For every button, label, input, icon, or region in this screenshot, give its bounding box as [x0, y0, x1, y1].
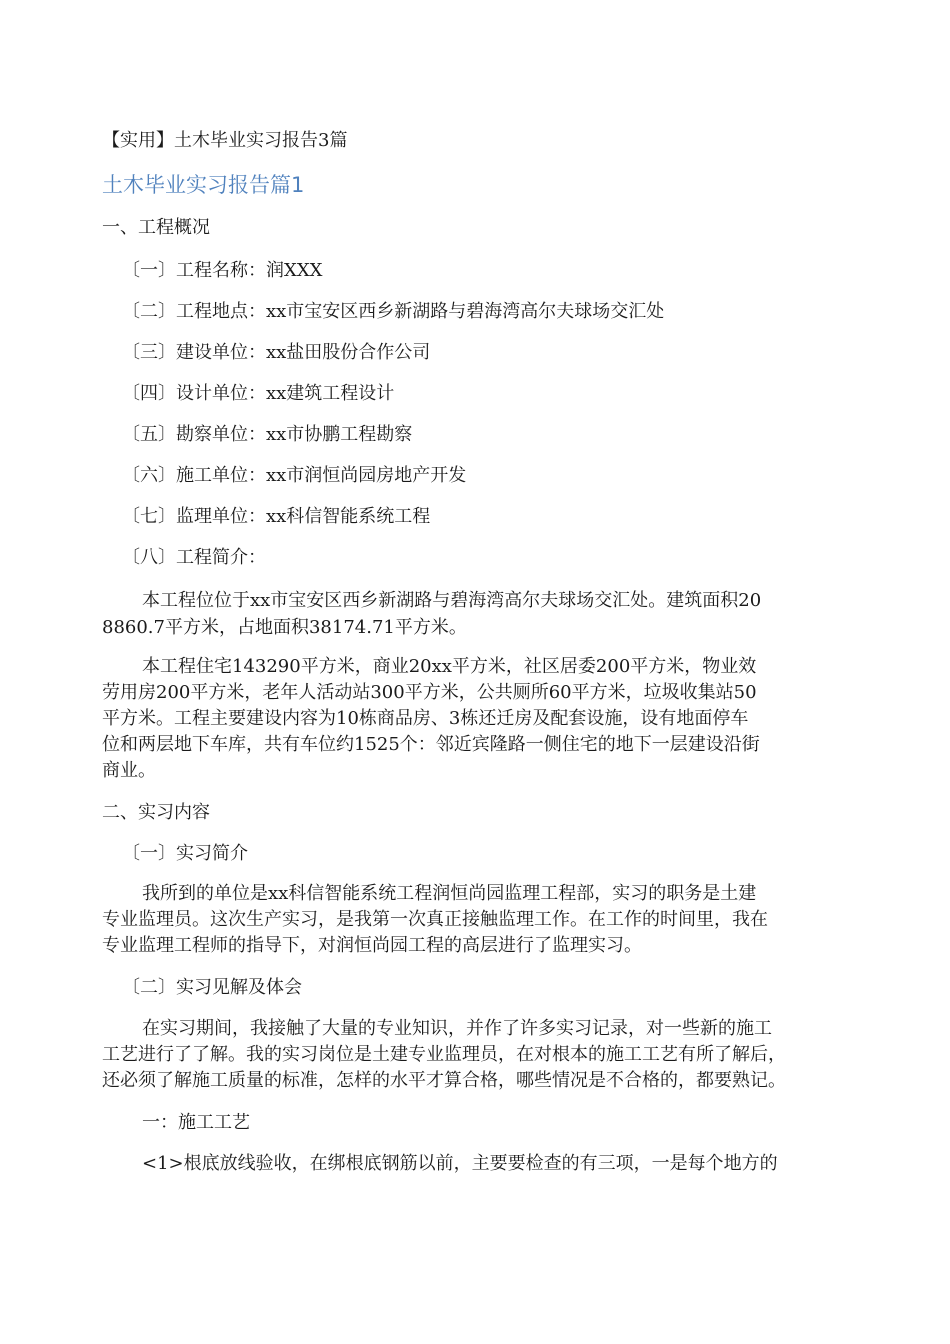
paragraph-line: <1>根底放线验收，在绑根底钢筋以前，主要要检查的有三项，一是每个地方的	[142, 1153, 778, 1174]
subheading: 一：施工工艺	[142, 1112, 250, 1133]
paragraph-line: 位和两层地下车库，共有车位约1525个：邻近宾隆路一侧住宅的地下一层建设沿街	[102, 734, 760, 755]
paragraph-line: 本工程住宅143290平方米，商业20xx平方米，社区居委200平方米，物业效	[142, 656, 757, 677]
paragraph-line: 专业监理员。这次生产实习，是我第一次真正接触监理工作。在工作的时间里，我在	[102, 909, 768, 930]
project-item: 〔七〕监理单位：xx科信智能系统工程	[122, 506, 431, 527]
project-item: 〔五〕勘察单位：xx市协鹏工程勘察	[122, 424, 413, 445]
paragraph-line: 劳用房200平方米，老年人活动站300平方米，公共厕所60平方米，垃圾收集站50	[102, 682, 757, 703]
subheading: 〔一〕实习简介	[122, 843, 248, 864]
paragraph-line: 商业。	[102, 760, 156, 781]
project-item: 〔四〕设计单位：xx建筑工程设计	[122, 383, 395, 404]
project-item: 〔八〕工程简介：	[122, 547, 266, 568]
paragraph-line: 8860.7平方米，占地面积38174.71平方米。	[102, 617, 467, 638]
paragraph-line: 平方米。工程主要建设内容为10栋商品房、3栋还迁房及配套设施，设有地面停车	[102, 708, 749, 729]
part2-heading: 二、实习内容	[102, 802, 210, 823]
paragraph-line: 还必须了解施工质量的标准，怎样的水平才算合格，哪些情况是不合格的，都要熟记。	[102, 1070, 786, 1091]
paragraph-line: 本工程位位于xx市宝安区西乡新湖路与碧海湾高尔夫球场交汇处。建筑面积20	[142, 590, 762, 611]
part1-heading: 一、工程概况	[102, 217, 210, 238]
section-heading: 土木毕业实习报告篇1	[102, 173, 305, 197]
paragraph-line: 专业监理工程师的指导下，对润恒尚园工程的高层进行了监理实习。	[102, 935, 642, 956]
paragraph-line: 在实习期间，我接触了大量的专业知识，并作了许多实习记录，对一些新的施工	[142, 1018, 772, 1039]
document-title: 【实用】土木毕业实习报告3篇	[102, 130, 348, 151]
project-item: 〔六〕施工单位：xx市润恒尚园房地产开发	[122, 465, 467, 486]
paragraph-line: 我所到的单位是xx科信智能系统工程润恒尚园监理工程部，实习的职务是土建	[142, 883, 757, 904]
paragraph-line: 工艺进行了了解。我的实习岗位是土建专业监理员，在对根本的施工工艺有所了解后，	[102, 1044, 786, 1065]
project-item: 〔二〕工程地点：xx市宝安区西乡新湖路与碧海湾高尔夫球场交汇处	[122, 301, 665, 322]
project-item: 〔三〕建设单位：xx盐田股份合作公司	[122, 342, 431, 363]
subheading: 〔二〕实习见解及体会	[122, 977, 302, 998]
project-item: 〔一〕工程名称：润XXX	[122, 260, 323, 281]
